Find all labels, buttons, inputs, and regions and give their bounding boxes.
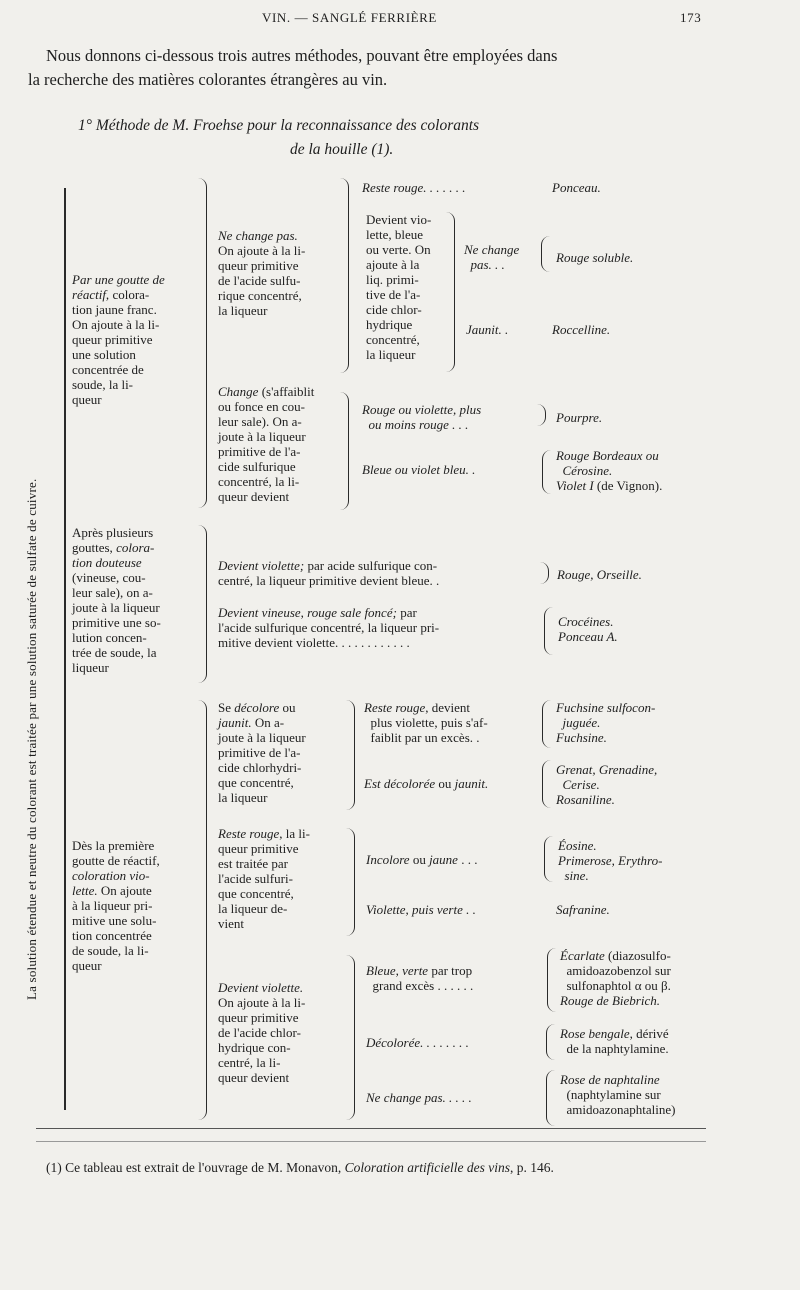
result-grenat: Grenat, Grenadine, Cerise. Rosaniline. <box>556 762 658 807</box>
col2-devient-violette: Devient violette; par acide sulfurique con- centré, la liqueur primitive devient bleue. . <box>218 558 440 588</box>
col2-devient-violette-2: Devient violette. On ajoute à la li- queur primitive de l'acide chlor- hydrique con- centré, la li- queur devient <box>218 980 306 1085</box>
bracket-res-croceines <box>544 607 553 655</box>
col3-jaunit: Jaunit. . <box>466 322 509 337</box>
col3-bleue-violet: Bleue ou violet bleu. . <box>362 462 476 477</box>
bracket-res-eosine <box>544 836 553 882</box>
bracket-res-rose-bengale <box>546 1024 555 1060</box>
bracket-col3-sub <box>446 212 455 372</box>
result-rose-bengale: Rose bengale, dérivé de la naphtylamine. <box>560 1026 669 1056</box>
bracket-res-orseille <box>540 562 549 584</box>
bracket-res-grenat <box>542 760 551 808</box>
side-text-vertical: La solution étendue et neutre du colorant est traitée par une solution saturée de sulfate de cuivre. <box>24 478 39 1000</box>
col2-reste-rouge: Reste rouge, la li- queur primitive est traitée par l'acide sulfuri- que concentré, la liqueur de- vient <box>218 826 310 931</box>
result-rouge-soluble: Rouge soluble. <box>556 250 634 265</box>
bracket-col2-a1 <box>340 178 349 373</box>
result-pourpre: Pourpre. <box>556 410 603 425</box>
col1-block-yellow: Par une goutte de réactif, colora- tion jaune franc. On ajoute à la li- queur primitive une solution concentrée de soude, la li- queur <box>72 272 165 407</box>
bracket-res-soluble <box>541 236 550 272</box>
bracket-col1-a <box>198 178 207 508</box>
bracket-col2-a2 <box>340 392 349 510</box>
col3-reste-rouge-devient: Reste rouge, devient plus violette, puis s'af- faiblit par un excès. . <box>364 700 488 745</box>
result-ecarlate: Écarlate (diazosulfo- amidoazobenzol sur sulfonaphtol α ou β. Rouge de Biebrich. <box>560 948 671 1008</box>
bracket-col1-c <box>198 700 207 1120</box>
result-eosine: Éosine. Primerose, Erythro- sine. <box>558 838 663 883</box>
bracket-res-fuchsine <box>542 700 551 748</box>
bracket-col2-c3 <box>346 955 355 1120</box>
col3-decoloree: Décolorée. . . . . . . . <box>366 1035 469 1050</box>
col3-reste-rouge: Reste rouge. . . . . . . <box>362 180 466 195</box>
bracket-res-rose-naphtaline <box>546 1070 555 1126</box>
bracket-col2-c2 <box>346 828 355 936</box>
col3-bleue-verte: Bleue, verte par trop grand excès . . . . . . <box>366 963 474 993</box>
footnote: (1) Ce tableau est extrait de l'ouvrage de M. Monavon, Coloration artificielle des vins, p. 146. <box>46 1160 554 1175</box>
result-croceines: Crocéines. Ponceau A. <box>558 614 618 644</box>
col1-block-violet: Dès la première goutte de réactif, coloration vio- lette. On ajoute à la liqueur pri- mitive une solu- tion concentrée de soude, la li- queur <box>72 838 160 973</box>
col3-ne-change-pas: Ne change pas. . . <box>464 242 520 272</box>
result-fuchsine: Fuchsine sulfocon- juguée. Fuchsine. <box>556 700 656 745</box>
bracket-col1-b <box>198 525 207 683</box>
result-roccelline: Roccelline. <box>552 322 611 337</box>
result-rose-naphtaline: Rose de naphtaline (naphtylamine sur amidoazonaphtaline) <box>560 1072 676 1117</box>
bracket-res-pourpre <box>537 404 546 426</box>
method-title-line-2: de la houille (1). <box>290 141 394 158</box>
bracket-res-ecarlate <box>547 948 556 1012</box>
bracket-col2-c1 <box>346 700 355 810</box>
table-bottom-rule <box>36 1128 706 1129</box>
col3-ne-change-pas-2: Ne change pas. . . . . <box>366 1090 472 1105</box>
col3-violette-verte: Violette, puis verte . . <box>366 902 476 917</box>
col3-decoloree-jaunit: Est décolorée ou jaunit. <box>364 776 489 791</box>
col2-change: Change (s'affaiblit ou fonce en cou- leur sale). On a- joute à la liqueur primitive de l'a- cide sulfurique concentré, la li- queur devient <box>218 384 315 504</box>
col3-incolore-jaune: Incolore ou jaune . . . <box>366 852 478 867</box>
result-orseille: Rouge, Orseille. <box>557 567 642 582</box>
footnote-rule <box>36 1141 706 1142</box>
col2-se-decolore: Se décolore ou jaunit. On a- joute à la liqueur primitive de l'a- cide chlorhydri- que concentré, la liqueur <box>218 700 306 805</box>
running-title: VIN. — SANGLÉ FERRIÈRE <box>262 10 437 25</box>
result-safranine: Safranine. <box>556 902 610 917</box>
bracket-res-bordeaux <box>542 450 551 494</box>
main-bracket <box>64 188 66 1110</box>
page-number: 173 <box>680 10 702 25</box>
method-title-line-1: 1° Méthode de M. Froehse pour la reconnaissance des colorants <box>78 117 480 134</box>
col3-rouge-violette: Rouge ou violette, plus ou moins rouge . . . <box>362 402 482 432</box>
result-ponceau: Ponceau. <box>552 180 601 195</box>
col3-devient-violette: Devient vio- lette, bleue ou verte. On ajoute à la liq. primi- tive de l'a- cide chlor- hydrique concentré, la liqueur <box>366 212 432 362</box>
result-bordeaux: Rouge Bordeaux ou Cérosine. Violet I (de Vignon). <box>556 448 663 493</box>
intro-line-2: la recherche des matières colorantes étrangères au vin. <box>28 70 388 89</box>
intro-line-1: Nous donnons ci-dessous trois autres méthodes, pouvant être employées dans <box>46 46 558 65</box>
col1-block-doubtful: Après plusieurs gouttes, colora- tion douteuse (vineuse, cou- leur sale), on a- joute à la liqueur primitive une so- lution concen- trée de soude, la liqueur <box>72 525 161 675</box>
col2-devient-vineuse: Devient vineuse, rouge sale foncé; par l'acide sulfurique concentré, la liqueur pri- mitive devient violette. . . . . . . . . . . . <box>218 605 440 650</box>
col2-no-change: Ne change pas. On ajoute à la li- queur primitive de l'acide sulfu- rique concentré, la liqueur <box>218 228 306 318</box>
